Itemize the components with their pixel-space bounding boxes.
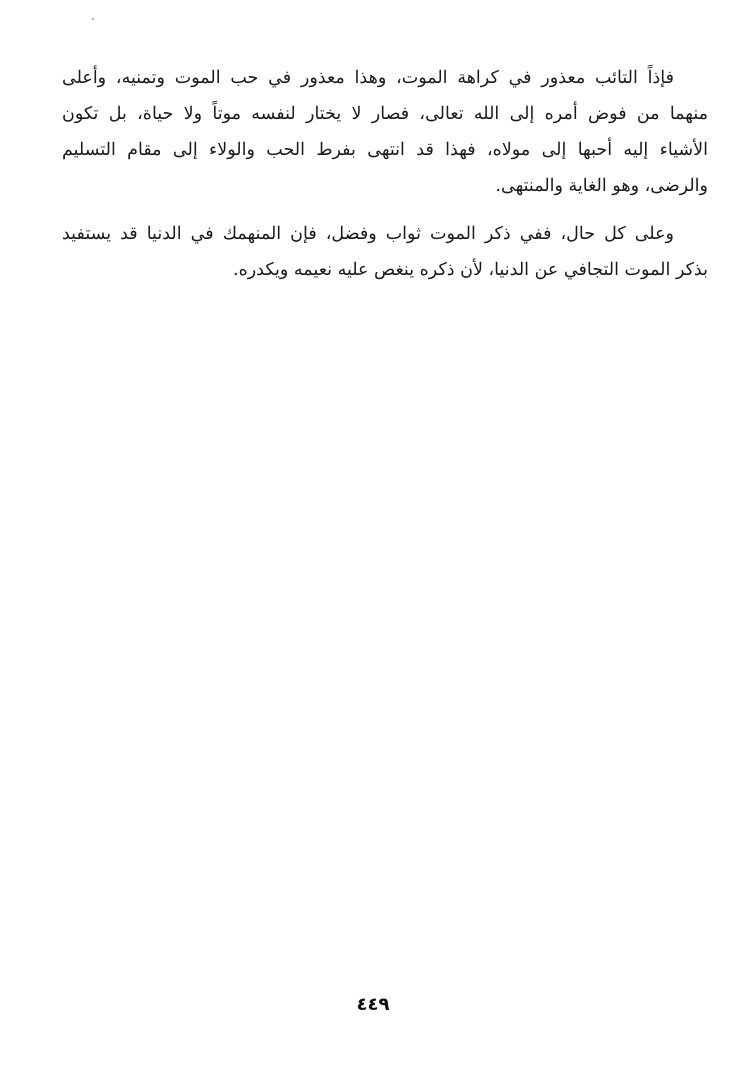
paragraph-1 bbox=[62, 60, 708, 204]
paragraph-line: والرضى، وهو الغاية والمنتهى. bbox=[495, 176, 708, 196]
paragraph-line: فإذاً التائب معذور في كراهة الموت، وهذا معذور في حب الموت وتمنيه، وأعلى bbox=[62, 68, 674, 88]
paragraph-line: الأشياء إليه أحبها إلى مولاه، فهذا قد انتهى بفرط الحب والولاء إلى مقام التسليم bbox=[62, 140, 708, 160]
paragraph-line: وعلى كل حال، ففي ذكر الموت ثواب وفضل، فإن المنهمك في الدنيا قد يستفيد bbox=[62, 224, 674, 244]
paragraph-line: بذكر الموت التجافي عن الدنيا، لأن ذكره ينغص عليه نعيمه ويكدره. bbox=[233, 260, 708, 280]
paragraph-2 bbox=[62, 216, 708, 288]
page-number: ٤٤٩ bbox=[356, 994, 390, 1015]
scan-speck bbox=[92, 18, 94, 20]
paragraph-line: منهما من فوض أمره إلى الله تعالى، فصار لا يختار لنفسه موتاً ولا حياة، بل تكون bbox=[62, 104, 708, 124]
